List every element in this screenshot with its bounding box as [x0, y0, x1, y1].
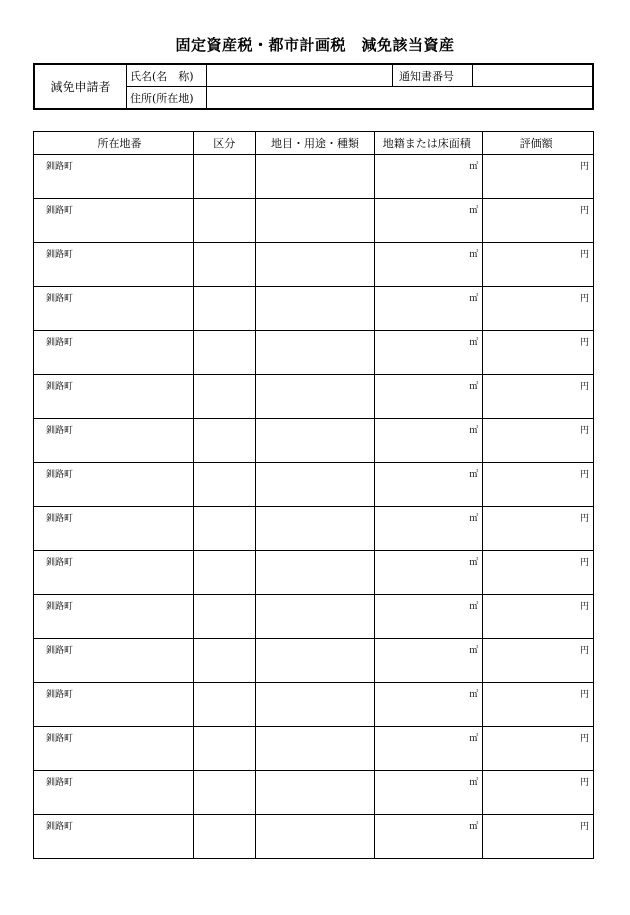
valuation-cell[interactable] — [483, 287, 594, 331]
notice-number-field[interactable] — [473, 64, 594, 87]
valuation-cell[interactable] — [483, 331, 594, 375]
land-use-cell[interactable] — [255, 727, 375, 771]
area-cell[interactable] — [375, 243, 483, 287]
valuation-cell[interactable] — [483, 727, 594, 771]
address-field[interactable] — [207, 87, 594, 110]
valuation-unit: 円 — [579, 514, 589, 524]
land-use-cell[interactable] — [255, 287, 375, 331]
valuation-cell[interactable] — [483, 595, 594, 639]
location-cell[interactable] — [34, 155, 194, 199]
col-location: 所在地番 — [34, 132, 194, 155]
location-cell[interactable] — [34, 639, 194, 683]
table-row — [34, 639, 594, 683]
location-text: 釧路町 — [46, 690, 74, 700]
location-cell[interactable] — [34, 375, 194, 419]
location-text: 釧路町 — [46, 382, 74, 392]
valuation-unit: 円 — [579, 338, 589, 348]
location-cell[interactable] — [34, 287, 194, 331]
valuation-cell[interactable] — [483, 243, 594, 287]
area-unit: ㎡ — [469, 470, 479, 480]
valuation-cell[interactable] — [483, 419, 594, 463]
area-cell[interactable] — [375, 639, 483, 683]
valuation-unit: 円 — [579, 206, 589, 216]
land-use-cell[interactable] — [255, 683, 375, 727]
valuation-unit: 円 — [579, 602, 589, 612]
table-row — [34, 287, 594, 331]
area-cell[interactable] — [375, 551, 483, 595]
area-unit: ㎡ — [469, 602, 479, 612]
area-unit: ㎡ — [469, 822, 479, 832]
area-cell[interactable] — [375, 463, 483, 507]
location-text: 釧路町 — [46, 778, 74, 788]
location-cell[interactable] — [34, 815, 194, 859]
category-cell[interactable] — [193, 463, 255, 507]
table-row — [34, 815, 594, 859]
area-cell[interactable] — [375, 771, 483, 815]
location-cell[interactable] — [34, 419, 194, 463]
valuation-cell[interactable] — [483, 199, 594, 243]
location-cell[interactable] — [34, 243, 194, 287]
location-text: 釧路町 — [46, 338, 74, 348]
location-text: 釧路町 — [46, 646, 74, 656]
location-cell[interactable] — [34, 771, 194, 815]
location-cell[interactable] — [34, 727, 194, 771]
table-row — [34, 507, 594, 551]
table-row — [34, 375, 594, 419]
location-cell[interactable] — [34, 331, 194, 375]
category-cell[interactable] — [193, 727, 255, 771]
area-unit: ㎡ — [469, 778, 479, 788]
location-text: 釧路町 — [46, 602, 74, 612]
valuation-cell[interactable] — [483, 771, 594, 815]
name-field[interactable] — [207, 64, 393, 87]
area-unit: ㎡ — [469, 294, 479, 304]
asset-table-header — [34, 132, 594, 155]
valuation-unit: 円 — [579, 382, 589, 392]
valuation-cell[interactable] — [483, 639, 594, 683]
land-use-cell[interactable] — [255, 243, 375, 287]
area-cell[interactable] — [375, 331, 483, 375]
category-cell[interactable] — [193, 771, 255, 815]
category-cell[interactable] — [193, 155, 255, 199]
table-row — [34, 771, 594, 815]
area-cell[interactable] — [375, 375, 483, 419]
land-use-cell[interactable] — [255, 551, 375, 595]
category-cell[interactable] — [193, 551, 255, 595]
area-unit: ㎡ — [469, 690, 479, 700]
valuation-unit: 円 — [579, 470, 589, 480]
table-row — [34, 595, 594, 639]
category-cell[interactable] — [193, 683, 255, 727]
table-row — [34, 727, 594, 771]
col-area: 地籍または床面積 — [375, 132, 483, 155]
table-row — [34, 551, 594, 595]
location-cell[interactable] — [34, 199, 194, 243]
location-text: 釧路町 — [46, 514, 74, 524]
area-unit: ㎡ — [469, 250, 479, 260]
valuation-unit: 円 — [579, 294, 589, 304]
land-use-cell[interactable] — [255, 507, 375, 551]
valuation-unit: 円 — [579, 778, 589, 788]
valuation-unit: 円 — [579, 250, 589, 260]
table-row — [34, 243, 594, 287]
valuation-unit: 円 — [579, 822, 589, 832]
valuation-cell[interactable] — [483, 551, 594, 595]
valuation-unit: 円 — [579, 162, 589, 172]
location-text: 釧路町 — [46, 470, 74, 480]
page-title: 固定資産税・都市計画税 減免該当資産 — [175, 36, 455, 54]
land-use-cell[interactable] — [255, 155, 375, 199]
area-cell[interactable] — [375, 287, 483, 331]
area-cell[interactable] — [375, 507, 483, 551]
area-cell[interactable] — [375, 199, 483, 243]
location-text: 釧路町 — [46, 162, 74, 172]
col-category: 区分 — [193, 132, 255, 155]
area-unit: ㎡ — [469, 382, 479, 392]
asset-table — [33, 131, 594, 859]
area-unit: ㎡ — [469, 338, 479, 348]
category-cell[interactable] — [193, 595, 255, 639]
area-unit: ㎡ — [469, 162, 479, 172]
area-cell[interactable] — [375, 419, 483, 463]
land-use-cell[interactable] — [255, 199, 375, 243]
table-row — [34, 463, 594, 507]
category-cell[interactable] — [193, 815, 255, 859]
location-cell[interactable] — [34, 551, 194, 595]
land-use-cell[interactable] — [255, 419, 375, 463]
location-cell[interactable] — [34, 507, 194, 551]
col-valuation: 評価額 — [483, 132, 594, 155]
area-unit: ㎡ — [469, 734, 479, 744]
table-row — [34, 331, 594, 375]
category-cell[interactable] — [193, 243, 255, 287]
location-text: 釧路町 — [46, 250, 74, 260]
land-use-cell[interactable] — [255, 375, 375, 419]
category-cell[interactable] — [193, 375, 255, 419]
valuation-unit: 円 — [579, 690, 589, 700]
land-use-cell[interactable] — [255, 331, 375, 375]
area-cell[interactable] — [375, 683, 483, 727]
location-text: 釧路町 — [46, 558, 74, 568]
address-label: 住所(所在地) — [127, 87, 207, 110]
area-unit: ㎡ — [469, 514, 479, 524]
table-row — [34, 155, 594, 199]
valuation-cell[interactable] — [483, 815, 594, 859]
category-cell[interactable] — [193, 199, 255, 243]
valuation-cell[interactable] — [483, 375, 594, 419]
notice-number-label: 通知書番号 — [393, 64, 473, 87]
applicant-table — [33, 63, 594, 110]
location-cell[interactable] — [34, 595, 194, 639]
area-cell[interactable] — [375, 155, 483, 199]
area-unit: ㎡ — [469, 646, 479, 656]
land-use-cell[interactable] — [255, 463, 375, 507]
location-text: 釧路町 — [46, 734, 74, 744]
category-cell[interactable] — [193, 331, 255, 375]
table-row — [34, 419, 594, 463]
land-use-cell[interactable] — [255, 639, 375, 683]
valuation-cell[interactable] — [483, 507, 594, 551]
col-land-use: 地目・用途・種類 — [255, 132, 375, 155]
table-row — [34, 199, 594, 243]
area-unit: ㎡ — [469, 426, 479, 436]
valuation-unit: 円 — [579, 734, 589, 744]
location-text: 釧路町 — [46, 426, 74, 436]
area-unit: ㎡ — [469, 558, 479, 568]
category-cell[interactable] — [193, 287, 255, 331]
area-unit: ㎡ — [469, 206, 479, 216]
valuation-unit: 円 — [579, 426, 589, 436]
land-use-cell[interactable] — [255, 771, 375, 815]
land-use-cell[interactable] — [255, 815, 375, 859]
location-text: 釧路町 — [46, 822, 74, 832]
category-cell[interactable] — [193, 507, 255, 551]
area-cell[interactable] — [375, 727, 483, 771]
location-text: 釧路町 — [46, 206, 74, 216]
table-row — [34, 683, 594, 727]
valuation-unit: 円 — [579, 646, 589, 656]
name-label: 氏名(名 称) — [127, 64, 207, 87]
valuation-cell[interactable] — [483, 155, 594, 199]
location-text: 釧路町 — [46, 294, 74, 304]
location-cell[interactable] — [34, 683, 194, 727]
category-cell[interactable] — [193, 639, 255, 683]
area-cell[interactable] — [375, 815, 483, 859]
valuation-cell[interactable] — [483, 463, 594, 507]
location-cell[interactable] — [34, 463, 194, 507]
area-cell[interactable] — [375, 595, 483, 639]
valuation-cell[interactable] — [483, 683, 594, 727]
category-cell[interactable] — [193, 419, 255, 463]
applicant-label: 減免申請者 — [34, 64, 127, 109]
land-use-cell[interactable] — [255, 595, 375, 639]
valuation-unit: 円 — [579, 558, 589, 568]
